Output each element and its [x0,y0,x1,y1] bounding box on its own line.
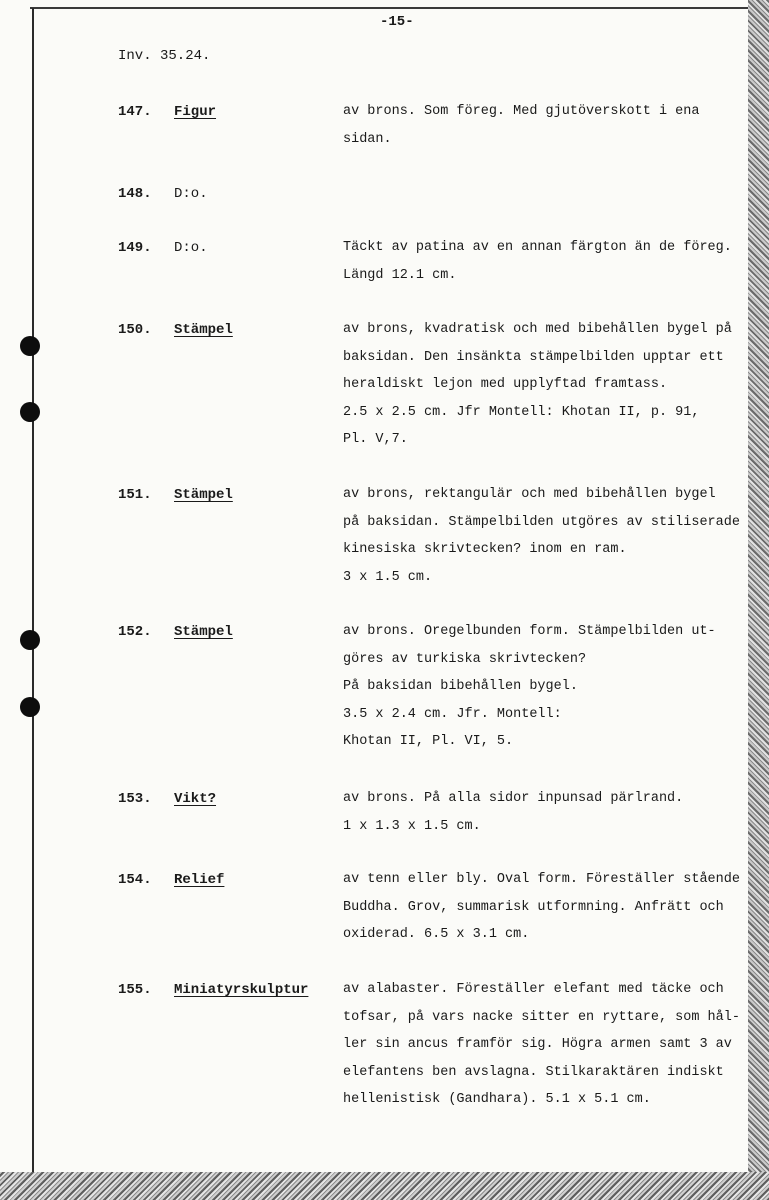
description-line: av brons. Som föreg. Med gjutöverskott i ena [343,104,700,119]
entry-description [343,618,743,756]
description-line: 1 x 1.3 x 1.5 cm. [343,818,481,834]
left-margin-rule [32,8,34,1178]
entry-number: 149. [118,240,152,256]
inventory-number: Inv. 35.24. [118,48,211,64]
description-line: Täckt av patina av en annan färgton än de föreg. [343,240,732,255]
punch-hole [20,402,40,422]
top-rule [30,7,750,9]
description-line: hellenistisk (Gandhara). 5.1 x 5.1 cm. [343,1092,651,1107]
entry-number: 150. [118,322,152,338]
entry-number: 152. [118,624,152,640]
description-line: tofsar, på vars nacke sitter en ryttare, som hål- [343,1009,740,1025]
entry-number: 148. [118,186,152,202]
description-line: 2.5 x 2.5 cm. Jfr Montell: Khotan II, p. 91, [343,404,700,420]
page-number: -15- [380,14,414,30]
entry-number: 153. [118,791,152,807]
entry-title: Stämpel [174,322,233,338]
description-line: Buddha. Grov, summarisk utformning. Anfrätt och [343,899,724,915]
description-line: 3.5 x 2.4 cm. Jfr. Montell: [343,706,562,722]
description-line: Längd 12.1 cm. [343,267,457,283]
description-line: På baksidan bibehållen bygel. [343,679,578,694]
description-line: av alabaster. Föreställer elefant med täcke och [343,982,724,997]
description-line: ler sin ancus framför sig. Högra armen samt 3 av [343,1037,732,1052]
entry-description [343,785,743,840]
entry-title: Figur [174,104,217,120]
entry-number: 147. [118,104,152,120]
description-line: sidan. [343,131,392,147]
entry-number: 155. [118,982,152,998]
entry-title: Stämpel [174,487,233,503]
entry-number: 151. [118,487,152,503]
entry-number: 154. [118,872,152,888]
description-line: oxiderad. 6.5 x 3.1 cm. [343,927,530,942]
entry-description [343,234,743,289]
scan-edge-bottom [0,1172,769,1200]
description-line: Khotan II, Pl. VI, 5. [343,734,514,749]
description-line: av brons, rektangulär och med bibehållen bygel [343,487,716,502]
description-line: av brons. Oregelbunden form. Stämpelbilden ut- [343,624,716,639]
description-line: göres av turkiska skrivtecken? [343,651,587,667]
scan-edge-right [748,0,769,1200]
entry-description [343,866,743,949]
entry-title: D:o. [174,186,208,202]
entry-title: Vikt? [174,791,217,807]
punch-hole [20,336,40,356]
entry-title: Miniatyrskulptur [174,982,309,998]
description-line: 3 x 1.5 cm. [343,569,433,585]
entry-description [343,976,743,1114]
description-line: Pl. V,7. [343,432,408,447]
description-line: av brons, kvadratisk och med bibehållen bygel på [343,322,732,337]
description-line: av tenn eller bly. Oval form. Föreställer stående [343,872,740,887]
punch-hole [20,697,40,717]
entry-description [343,98,743,153]
description-line: baksidan. Den insänkta stämpelbilden upptar ett [343,349,724,365]
description-line: elefantens ben avslagna. Stilkaraktären indiskt [343,1064,724,1080]
punch-hole [20,630,40,650]
entry-description [343,316,743,454]
description-line: av brons. På alla sidor inpunsad pärlrand. [343,791,684,806]
description-line: på baksidan. Stämpelbilden utgöres av stiliserade [343,514,740,530]
description-line: kinesiska skrivtecken? inom en ram. [343,542,627,557]
entry-title: Stämpel [174,624,233,640]
entry-description [343,481,743,591]
entry-title: Relief [174,872,225,888]
description-line: heraldiskt lejon med upplyftad framtass. [343,377,668,392]
entry-title: D:o. [174,240,208,256]
